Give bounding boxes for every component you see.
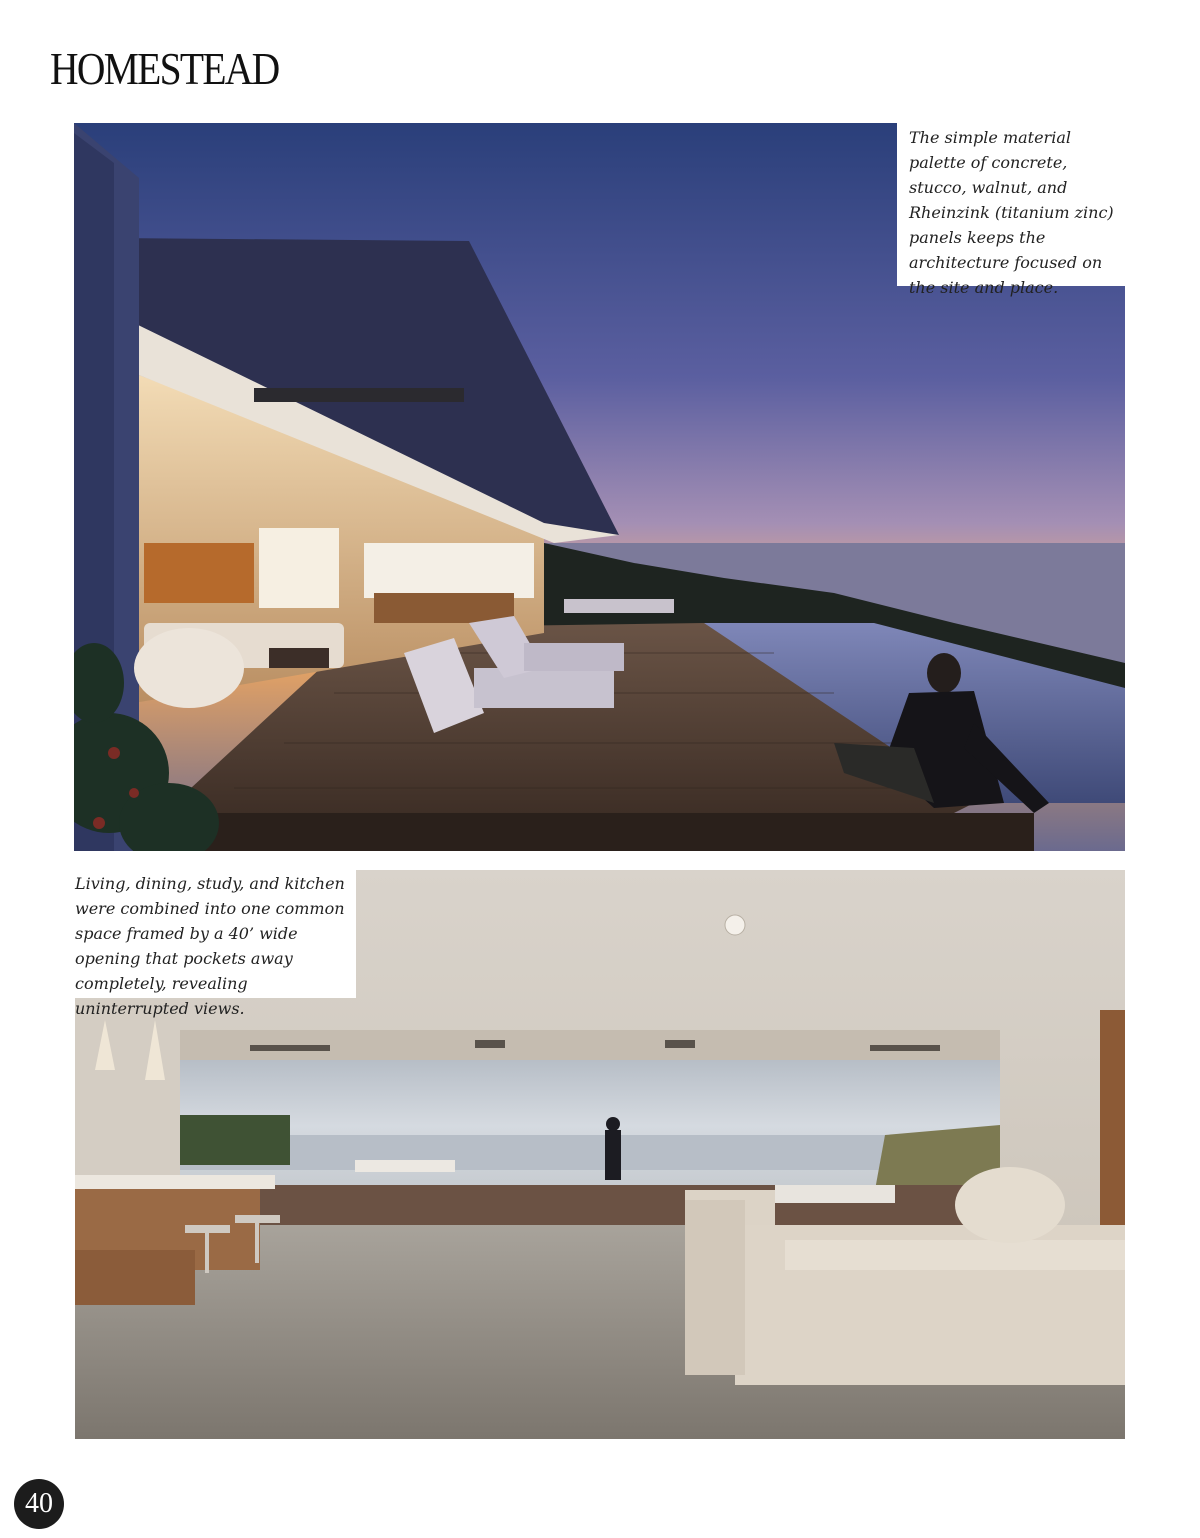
photo-caption-bottom: Living, dining, study, and kitchen were combined into one common space framed by a 40’ wide opening that pockets away completely, revealing uninterrupted views. bbox=[64, 870, 356, 998]
section-title: HOMESTEAD bbox=[50, 43, 279, 94]
photo-caption-top: The simple material palette of concrete, stucco, walnut, and Rheinzink (titanium zinc) panels keeps the architecture focused on the site and place. bbox=[897, 123, 1125, 286]
page-number: 40 bbox=[14, 1479, 64, 1529]
